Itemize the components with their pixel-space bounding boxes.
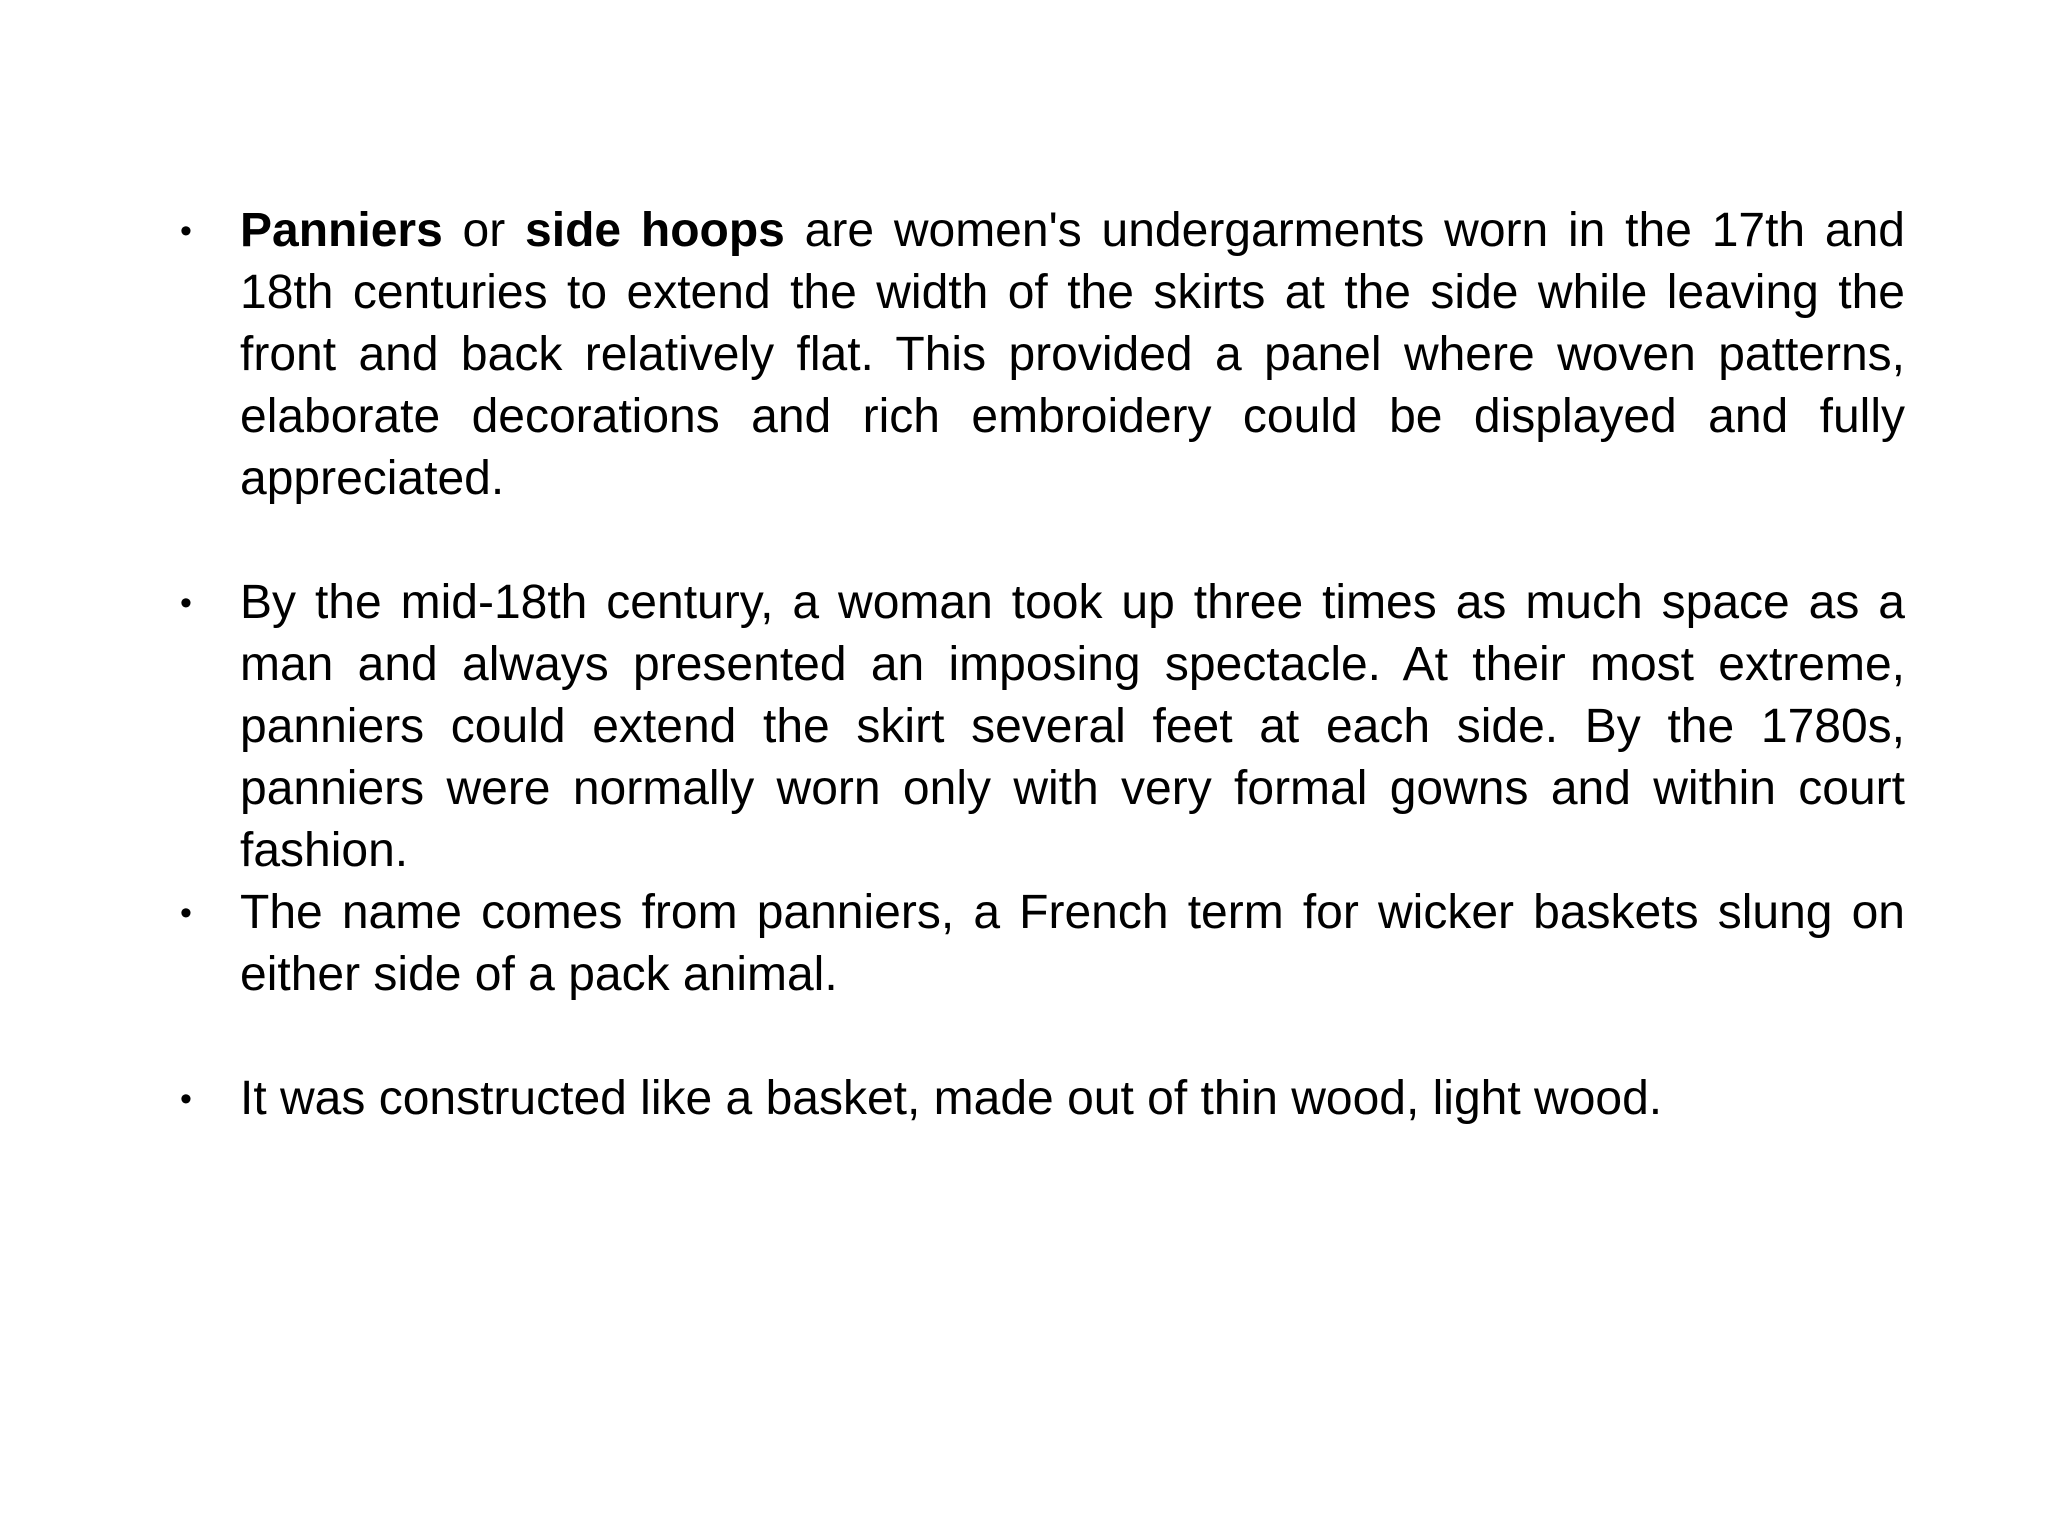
bullet-dot-icon: • [180,1080,192,1118]
bullet-text: The name comes from panniers, a French term for wicker baskets slung on either side of a pack animal. [240,886,1905,1001]
bullet-text: or [442,204,526,257]
bullet-item-panniers-definition [170,200,1905,510]
bullet-text: By the mid-18th century, a woman took up three times as much space as a man and always presented an imposing spectacle. At their most extreme, panniers could extend the skirt several feet at each side. By the 1780s, panniers were normally worn only with very formal gowns and within court fashion. [240,576,1905,877]
term-panniers: Panniers [240,204,443,257]
term-side-hoops: side hoops [525,204,785,257]
bullet-dot-icon: • [180,212,192,250]
bullet-dot-icon: • [180,584,192,622]
bullet-list [170,200,1905,1130]
bullet-text: It was constructed like a basket, made out of thin wood, light wood. [240,1072,1663,1125]
bullet-item-mid-18th-century [170,572,1905,882]
bullet-item-name-origin [170,882,1905,1006]
bullet-item-construction [170,1068,1905,1130]
bullet-text: are women's undergarments worn in the 17th and 18th centuries to extend the width of the skirts at the side while leaving the front and back relatively flat. This provided a panel where woven patterns, elaborate decorations and rich embroidery could be displayed and fully appreciated. [240,204,1906,505]
bullet-dot-icon: • [180,894,192,932]
